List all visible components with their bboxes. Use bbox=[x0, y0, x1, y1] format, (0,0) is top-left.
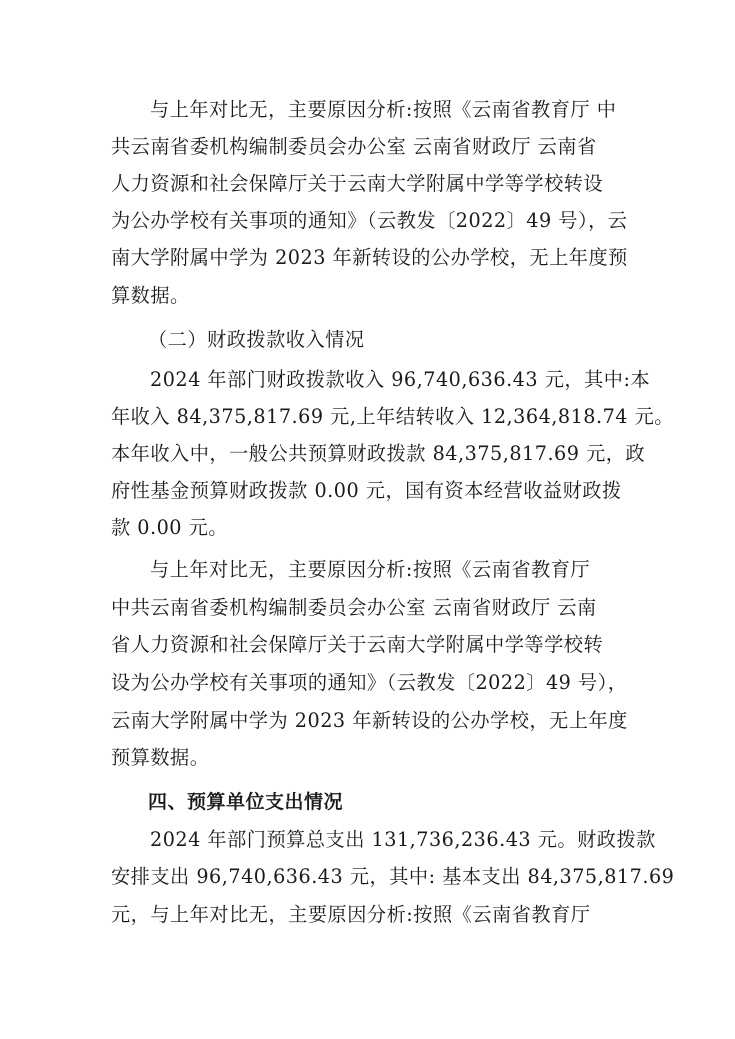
paragraph-4-line-1: 2024 年部门预算总支出 131,736,236.43 元。财政拨款 bbox=[150, 828, 656, 851]
paragraph-3-line-3: 省人力资源和社会保障厅关于云南大学附属中学等学校转 bbox=[111, 633, 604, 656]
section-heading-fiscal-income: （二）财政拨款收入情况 bbox=[148, 328, 365, 351]
paragraph-2-line-5: 款 0.00 元。 bbox=[111, 516, 228, 539]
paragraph-3-line-5: 云南大学附属中学为 2023 年新转设的公办学校，无上年度 bbox=[111, 709, 628, 732]
paragraph-2-line-3: 本年收入中，一般公共预算财政拨款 84,375,817.69 元，政 bbox=[111, 442, 646, 465]
paragraph-1-line-2: 共云南省委机构编制委员会办公室 云南省财政厅 云南省 bbox=[111, 135, 597, 158]
paragraph-2-line-1: 2024 年部门财政拨款收入 96,740,636.43 元，其中:本 bbox=[150, 368, 651, 391]
paragraph-3-line-6: 预算数据。 bbox=[111, 746, 210, 769]
section-heading-expenditure: 四、预算单位支出情况 bbox=[148, 791, 344, 813]
paragraph-2-line-2: 年收入 84,375,817.69 元,上年结转收入 12,364,818.74 元。 bbox=[111, 405, 674, 428]
paragraph-1-line-4: 为公办学校有关事项的通知》（云教发〔2022〕49 号），云 bbox=[111, 209, 628, 232]
paragraph-1-line-1: 与上年对比无，主要原因分析:按照《云南省教育厅 中 bbox=[150, 98, 617, 121]
paragraph-1-line-6: 算数据。 bbox=[111, 284, 190, 307]
paragraph-4-line-3: 元，与上年对比无，主要原因分析:按照《云南省教育厅 bbox=[111, 903, 591, 926]
paragraph-4-line-2: 安排支出 96,740,636.43 元，其中: 基本支出 84,375,817.69 bbox=[111, 865, 675, 888]
paragraph-1-line-5: 南大学附属中学为 2023 年新转设的公办学校，无上年度预 bbox=[111, 246, 628, 269]
paragraph-3-line-2: 中共云南省委机构编制委员会办公室 云南省财政厅 云南 bbox=[111, 596, 597, 619]
paragraph-3-line-1: 与上年对比无，主要原因分析:按照《云南省教育厅 bbox=[150, 558, 591, 581]
paragraph-3-line-4: 设为公办学校有关事项的通知》（云教发〔2022〕49 号）， bbox=[111, 671, 628, 694]
paragraph-1-line-3: 人力资源和社会保障厅关于云南大学附属中学等学校转设 bbox=[111, 172, 604, 195]
paragraph-2-line-4: 府性基金预算财政拨款 0.00 元，国有资本经营收益财政拨 bbox=[111, 479, 622, 502]
